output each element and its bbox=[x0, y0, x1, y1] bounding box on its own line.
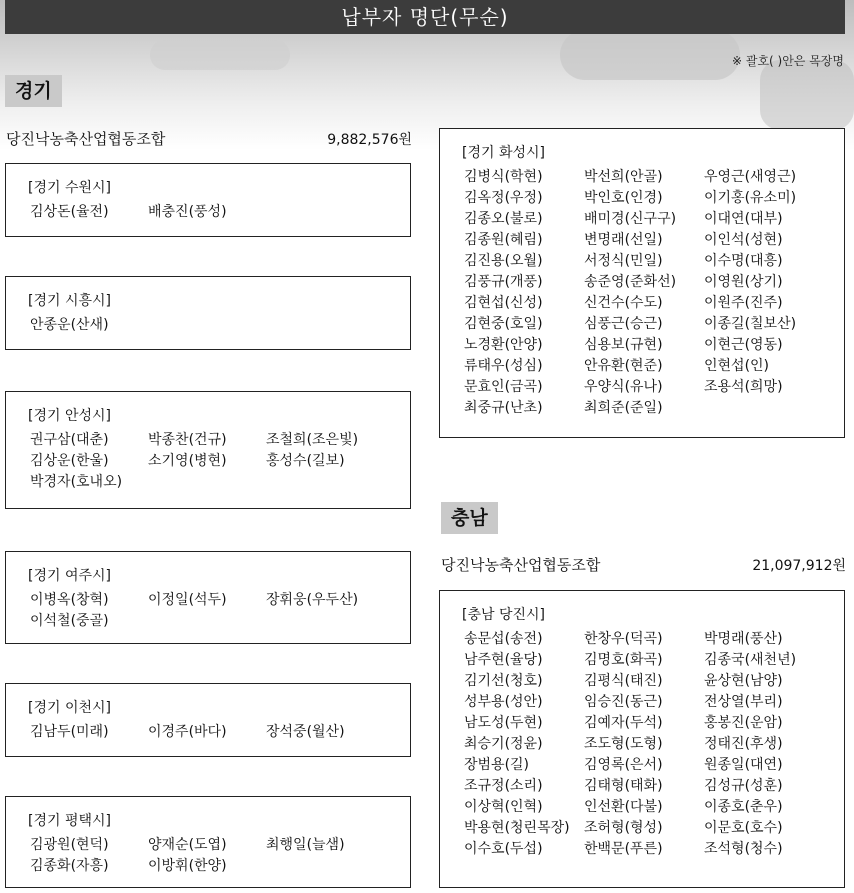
donor-name: 인현섭(인) bbox=[704, 358, 770, 374]
donor-name: 이수호(두섭) bbox=[464, 841, 543, 857]
donor-name: 권구삼(대춘) bbox=[30, 432, 109, 448]
donor-name: 김현중(호일) bbox=[464, 316, 543, 332]
region-label-chungnam: 충남 bbox=[441, 502, 498, 534]
donor-name: 이병옥(창혁) bbox=[30, 592, 109, 608]
donor-name: 최승기(정윤) bbox=[464, 736, 543, 752]
background-shape bbox=[560, 30, 740, 80]
donor-name: 조허형(형성) bbox=[584, 820, 663, 836]
donor-name: 홍봉진(운암) bbox=[704, 715, 783, 731]
donor-name: 신건수(수도) bbox=[584, 295, 663, 311]
donor-name: 이종길(칠보산) bbox=[704, 316, 797, 332]
donor-name: 이현근(영동) bbox=[704, 337, 783, 353]
donor-name: 조석형(청수) bbox=[704, 841, 783, 857]
group-box-pyeongtaek bbox=[5, 796, 411, 888]
donor-name: 장휘웅(우두산) bbox=[266, 592, 359, 608]
name-list bbox=[464, 631, 824, 858]
name-list bbox=[30, 317, 384, 334]
donor-name: 김광원(현덕) bbox=[30, 837, 109, 853]
donor-name: 김명호(화곡) bbox=[584, 652, 663, 668]
group-title: [경기 안성시] bbox=[28, 408, 111, 424]
donor-name: 이문호(호수) bbox=[704, 820, 783, 836]
donor-name: 양재순(도엽) bbox=[148, 837, 227, 853]
donor-name: 이원주(진주) bbox=[704, 295, 783, 311]
donor-name: 변명래(선일) bbox=[584, 232, 663, 248]
donor-name: 김평식(태진) bbox=[584, 673, 663, 689]
group-title: [경기 시흥시] bbox=[28, 293, 111, 309]
donor-name: 박경자(호내오) bbox=[30, 474, 123, 490]
donor-name: 김진용(오월) bbox=[464, 253, 543, 269]
donor-name: 한창우(덕곡) bbox=[584, 631, 663, 647]
donor-name: 이상혁(인혁) bbox=[464, 799, 543, 815]
name-list bbox=[30, 724, 384, 741]
page-title: 납부자 명단(무순) bbox=[5, 0, 845, 34]
donor-name: 최중규(난초) bbox=[464, 400, 543, 416]
donor-name: 김현섭(신성) bbox=[464, 295, 543, 311]
donor-name: 이정일(석두) bbox=[148, 592, 227, 608]
donor-name: 서정식(민일) bbox=[584, 253, 663, 269]
donor-name: 이석철(중골) bbox=[30, 613, 109, 629]
donor-name: 조철희(조은빛) bbox=[266, 432, 359, 448]
amount: 9,882,576원 bbox=[327, 132, 412, 148]
group-box-icheon bbox=[5, 683, 411, 757]
donor-name: 박선희(안골) bbox=[584, 169, 663, 185]
background-shape bbox=[760, 60, 854, 130]
donor-name: 김상운(한울) bbox=[30, 453, 109, 469]
group-title: [경기 이천시] bbox=[28, 700, 111, 716]
donor-name: 이인석(성현) bbox=[704, 232, 783, 248]
donor-name: 심용보(규현) bbox=[584, 337, 663, 353]
donor-name: 박인호(인경) bbox=[584, 190, 663, 206]
background-shape bbox=[150, 40, 290, 70]
donor-name: 안종운(산새) bbox=[30, 317, 109, 333]
donor-name: 조용석(희망) bbox=[704, 379, 783, 395]
donor-name: 인선환(다불) bbox=[584, 799, 663, 815]
donor-name: 남주현(율당) bbox=[464, 652, 543, 668]
donor-name: 송준영(준화선) bbox=[584, 274, 677, 290]
donor-name: 김종화(자흥) bbox=[30, 858, 109, 874]
donor-name: 임승진(동근) bbox=[584, 694, 663, 710]
donor-name: 배미경(신구구) bbox=[584, 211, 677, 227]
donor-name: 윤상현(남양) bbox=[704, 673, 783, 689]
donor-name: 김남두(미래) bbox=[30, 724, 109, 740]
donor-name: 장범용(길) bbox=[464, 757, 530, 773]
region-label-gyeonggi: 경기 bbox=[5, 75, 62, 107]
donor-name: 김옥정(우정) bbox=[464, 190, 543, 206]
donor-name: 이종호(춘우) bbox=[704, 799, 783, 815]
donor-name: 문효인(금곡) bbox=[464, 379, 543, 395]
donor-name: 김기선(청호) bbox=[464, 673, 543, 689]
donor-name: 김종오(불로) bbox=[464, 211, 543, 227]
donor-name: 김종원(혜림) bbox=[464, 232, 543, 248]
donor-name: 우양식(유나) bbox=[584, 379, 663, 395]
donor-name: 박명래(풍산) bbox=[704, 631, 783, 647]
group-box-dangjin bbox=[439, 590, 845, 888]
donor-name: 남도성(두현) bbox=[464, 715, 543, 731]
name-list bbox=[30, 204, 384, 221]
amount: 21,097,912원 bbox=[752, 558, 846, 574]
donor-name: 배충진(풍성) bbox=[148, 204, 227, 220]
donor-name: 김예자(두석) bbox=[584, 715, 663, 731]
donor-name: 김영록(은서) bbox=[584, 757, 663, 773]
donor-name: 성부용(성안) bbox=[464, 694, 543, 710]
group-title: [충남 당진시] bbox=[462, 607, 545, 623]
group-box-yeoju bbox=[5, 551, 411, 644]
donor-name: 최행일(늘샘) bbox=[266, 837, 345, 853]
name-list bbox=[30, 432, 384, 491]
donor-name: 한백문(푸른) bbox=[584, 841, 663, 857]
donor-name: 최희준(준일) bbox=[584, 400, 663, 416]
donor-name: 송문섭(송전) bbox=[464, 631, 543, 647]
group-title: [경기 평택시] bbox=[28, 813, 111, 829]
donor-name: 김병식(학현) bbox=[464, 169, 543, 185]
legend-note: ※ 괄호( )안은 목장명 bbox=[731, 54, 844, 68]
org-name: 당진낙농축산업협동조합 bbox=[6, 130, 166, 148]
donor-name: 원종일(대연) bbox=[704, 757, 783, 773]
group-title: [경기 여주시] bbox=[28, 568, 111, 584]
donor-name: 김종국(새천년) bbox=[704, 652, 797, 668]
donor-name: 우영근(새영근) bbox=[704, 169, 797, 185]
donor-name: 이기홍(유소미) bbox=[704, 190, 797, 206]
group-box-hwaseong bbox=[439, 128, 845, 438]
donor-name: 이대연(대부) bbox=[704, 211, 783, 227]
donor-name: 김상돈(율전) bbox=[30, 204, 109, 220]
donor-name: 이수명(대흥) bbox=[704, 253, 783, 269]
donor-name: 이경주(바다) bbox=[148, 724, 227, 740]
donor-name: 장석중(월산) bbox=[266, 724, 345, 740]
donor-name: 소기영(병현) bbox=[148, 453, 227, 469]
group-title: [경기 화성시] bbox=[462, 145, 545, 161]
donor-name: 김태형(태화) bbox=[584, 778, 663, 794]
donor-name: 홍성수(길보) bbox=[266, 453, 345, 469]
donor-name: 노경환(안양) bbox=[464, 337, 543, 353]
donor-name: 이영원(상기) bbox=[704, 274, 783, 290]
donor-name: 심풍근(승근) bbox=[584, 316, 663, 332]
donor-name: 조규정(소리) bbox=[464, 778, 543, 794]
donor-name: 류태우(성심) bbox=[464, 358, 543, 374]
donor-name: 김성규(성훈) bbox=[704, 778, 783, 794]
group-box-anseong bbox=[5, 391, 411, 509]
name-list bbox=[30, 592, 384, 630]
org-name: 당진낙농축산업협동조합 bbox=[441, 556, 601, 574]
donor-name: 김풍규(개풍) bbox=[464, 274, 543, 290]
group-box-suwon bbox=[5, 163, 411, 237]
donor-name: 정태진(후생) bbox=[704, 736, 783, 752]
name-list bbox=[30, 837, 384, 875]
name-list bbox=[464, 169, 824, 417]
group-box-siheung bbox=[5, 276, 411, 350]
group-title: [경기 수원시] bbox=[28, 180, 111, 196]
donor-name: 박용현(청린목장) bbox=[464, 820, 570, 836]
donor-name: 안유환(현준) bbox=[584, 358, 663, 374]
donor-name: 전상열(부리) bbox=[704, 694, 783, 710]
donor-name: 이방휘(한양) bbox=[148, 858, 227, 874]
donor-name: 조도형(도형) bbox=[584, 736, 663, 752]
donor-name: 박종찬(건규) bbox=[148, 432, 227, 448]
